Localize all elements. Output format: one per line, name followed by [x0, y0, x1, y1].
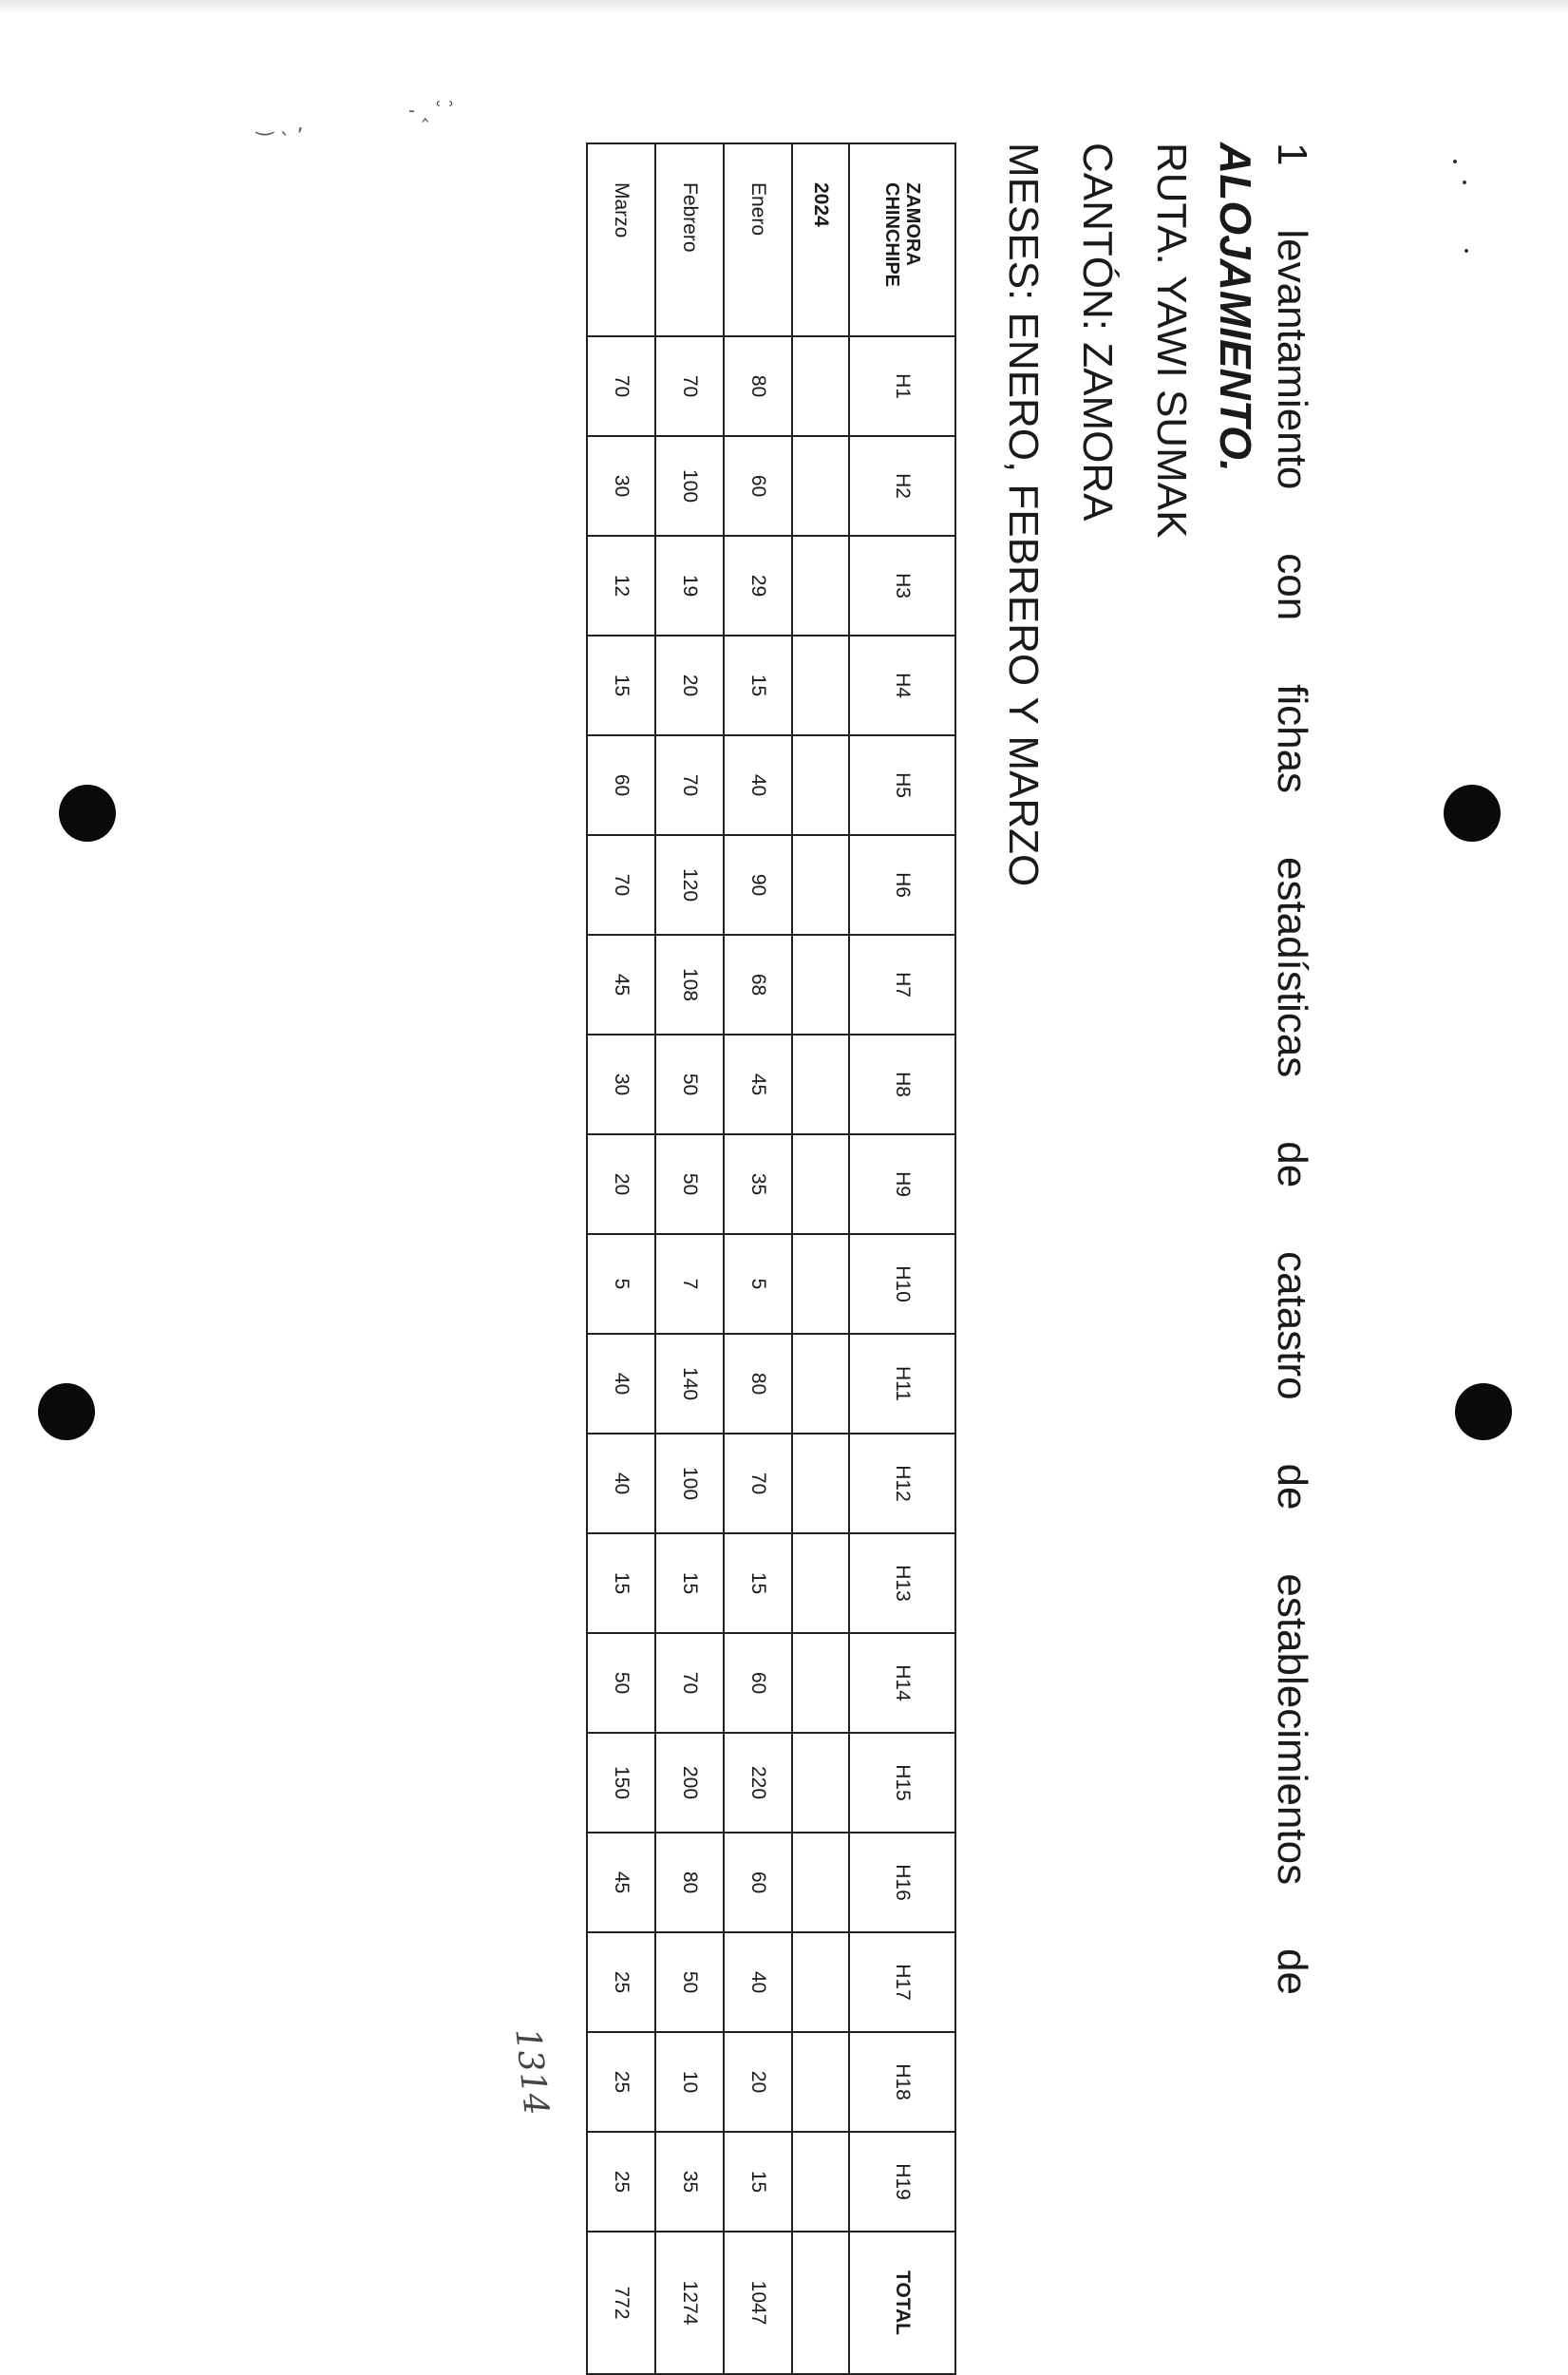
value-cell: 70	[587, 835, 655, 935]
empty-cell	[792, 336, 849, 436]
value-cell: 50	[655, 1035, 724, 1134]
empty-cell	[792, 1434, 849, 1533]
column-header: H16	[849, 1833, 955, 1932]
table-row	[724, 143, 792, 2374]
month-cell: Marzo	[587, 143, 655, 336]
value-cell: 20	[724, 2032, 792, 2132]
empty-cell	[792, 1134, 849, 1234]
value-cell: 12	[587, 536, 655, 636]
value-cell: 15	[724, 1533, 792, 1633]
title-word: fichas	[1269, 684, 1315, 794]
empty-cell	[792, 536, 849, 636]
empty-cell	[792, 835, 849, 935]
column-header: H3	[849, 536, 955, 636]
column-header: H14	[849, 1633, 955, 1733]
value-cell: 70	[724, 1434, 792, 1533]
column-header: H10	[849, 1234, 955, 1334]
year-row	[792, 143, 849, 2374]
value-cell: 35	[724, 1134, 792, 1234]
document-title	[1268, 142, 1315, 1995]
value-cell: 15	[724, 636, 792, 735]
column-header: H4	[849, 636, 955, 735]
handwritten-note: 1314	[507, 2026, 556, 2118]
value-cell: 80	[724, 336, 792, 436]
empty-cell	[792, 735, 849, 835]
value-cell: 15	[587, 636, 655, 735]
column-header: H12	[849, 1434, 955, 1533]
column-header: H15	[849, 1733, 955, 1833]
month-cell: Enero	[724, 143, 792, 336]
month-cell: Febrero	[655, 143, 724, 336]
total-header: TOTAL	[849, 2232, 955, 2374]
value-cell: 29	[724, 536, 792, 636]
total-cell: 772	[587, 2232, 655, 2374]
title-word: 1	[1269, 142, 1315, 166]
empty-cell	[792, 1035, 849, 1134]
value-cell: 220	[724, 1733, 792, 1833]
value-cell: 80	[724, 1334, 792, 1434]
column-header: H6	[849, 835, 955, 935]
route-label: RUTA. YAWI SUMAK	[1148, 142, 1195, 539]
value-cell: 30	[587, 436, 655, 536]
value-cell: 50	[655, 1134, 724, 1234]
total-cell: 1047	[724, 2232, 792, 2374]
value-cell: 60	[724, 1633, 792, 1733]
value-cell: 60	[724, 1833, 792, 1932]
pen-mark: ‿ ˎ ,	[256, 112, 304, 136]
value-cell: 5	[724, 1234, 792, 1334]
title-word: levantamiento	[1269, 229, 1315, 490]
empty-cell	[792, 1833, 849, 1932]
value-cell: 100	[655, 436, 724, 536]
value-cell: 15	[587, 1533, 655, 1633]
scan-speck	[1463, 180, 1466, 184]
value-cell: 120	[655, 835, 724, 935]
title-word: de	[1269, 1463, 1315, 1510]
value-cell: 15	[724, 2132, 792, 2232]
months-label: MESES: ENERO, FEBRERO Y MARZO	[1000, 142, 1047, 887]
column-header: H13	[849, 1533, 955, 1633]
value-cell: 70	[655, 336, 724, 436]
empty-cell	[792, 2032, 849, 2132]
column-header: H17	[849, 1932, 955, 2032]
value-cell: 20	[655, 636, 724, 735]
region-header: ZAMORA CHINCHIPE	[849, 143, 955, 336]
column-header: H1	[849, 336, 955, 436]
value-cell: 15	[655, 1533, 724, 1633]
value-cell: 50	[655, 1932, 724, 2032]
table-header-row	[849, 143, 955, 2374]
value-cell: 60	[724, 436, 792, 536]
value-cell: 25	[587, 2132, 655, 2232]
value-cell: 80	[655, 1833, 724, 1932]
value-cell: 5	[587, 1234, 655, 1334]
value-cell: 40	[724, 735, 792, 835]
empty-cell	[792, 1733, 849, 1833]
title-word: de	[1269, 1948, 1315, 1995]
empty-cell	[792, 436, 849, 536]
value-cell: 200	[655, 1733, 724, 1833]
canton-label: CANTÓN: ZAMORA	[1074, 142, 1121, 522]
empty-cell	[792, 1533, 849, 1633]
scan-speck	[1453, 160, 1457, 163]
empty-cell	[792, 2132, 849, 2232]
value-cell: 10	[655, 2032, 724, 2132]
title-word: de	[1269, 1141, 1315, 1188]
value-cell: 70	[587, 336, 655, 436]
empty-cell	[792, 1932, 849, 2032]
empty-cell	[792, 1633, 849, 1733]
empty-cell	[792, 935, 849, 1035]
value-cell: 45	[587, 935, 655, 1035]
pen-mark: ˗ ‸ ʿ ʾ	[408, 99, 455, 123]
value-cell: 60	[587, 735, 655, 835]
column-header: H19	[849, 2132, 955, 2232]
value-cell: 30	[587, 1035, 655, 1134]
value-cell: 100	[655, 1434, 724, 1533]
title-word: establecimientos	[1269, 1573, 1315, 1886]
title-word: estadísticas	[1269, 856, 1315, 1078]
column-header: H5	[849, 735, 955, 835]
value-cell: 19	[655, 536, 724, 636]
value-cell: 7	[655, 1234, 724, 1334]
empty-cell	[792, 636, 849, 735]
value-cell: 70	[655, 735, 724, 835]
column-header: H7	[849, 935, 955, 1035]
value-cell: 140	[655, 1334, 724, 1434]
rotated-document-content	[0, 142, 1330, 2336]
value-cell: 50	[587, 1633, 655, 1733]
title-word: catastro	[1269, 1251, 1315, 1400]
value-cell: 25	[587, 1932, 655, 2032]
value-cell: 68	[724, 935, 792, 1035]
value-cell: 20	[587, 1134, 655, 1234]
value-cell: 150	[587, 1733, 655, 1833]
scan-top-edge	[0, 0, 1568, 13]
table-row	[655, 143, 724, 2374]
year-cell: 2024	[792, 143, 849, 336]
value-cell: 45	[724, 1035, 792, 1134]
column-header: H8	[849, 1035, 955, 1134]
value-cell: 25	[587, 2032, 655, 2132]
scan-speck	[1464, 249, 1468, 253]
column-header: H18	[849, 2032, 955, 2132]
statistics-table	[586, 142, 956, 2375]
value-cell: 108	[655, 935, 724, 1035]
document-subtitle: ALOJAMIENTO.	[1211, 142, 1260, 472]
value-cell: 40	[587, 1434, 655, 1533]
value-cell: 40	[724, 1932, 792, 2032]
punch-hole-top-right	[1444, 785, 1501, 842]
empty-cell	[792, 1234, 849, 1334]
value-cell: 90	[724, 835, 792, 935]
punch-hole-bottom-right	[1455, 1383, 1512, 1440]
column-header: H2	[849, 436, 955, 536]
value-cell: 40	[587, 1334, 655, 1434]
total-cell: 1274	[655, 2232, 724, 2374]
value-cell: 35	[655, 2132, 724, 2232]
empty-cell	[792, 2232, 849, 2374]
column-header: H11	[849, 1334, 955, 1434]
value-cell: 70	[655, 1633, 724, 1733]
title-word: con	[1269, 553, 1315, 621]
value-cell: 45	[587, 1833, 655, 1932]
table-row	[587, 143, 655, 2374]
empty-cell	[792, 1334, 849, 1434]
column-header: H9	[849, 1134, 955, 1234]
